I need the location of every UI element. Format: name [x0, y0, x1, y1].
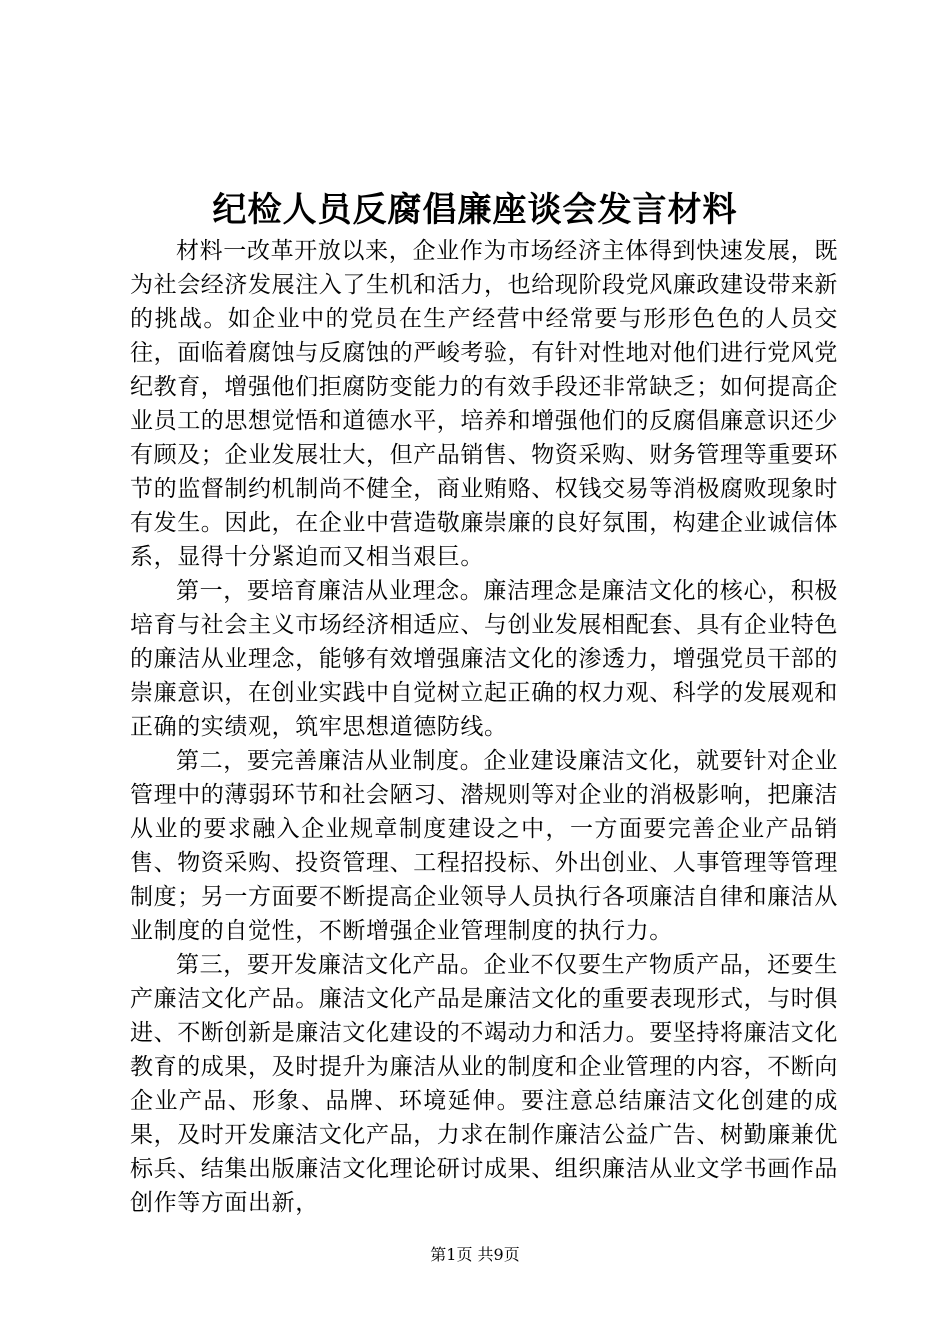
document-body: [130, 234, 838, 1220]
paragraph-third-point: 第三，要开发廉洁文化产品。企业不仅要生产物质产品，还要生产廉洁文化产品。廉洁文化产品是廉洁文化的重要表现形式，与时俱进、不断创新是廉洁文化建设的不竭动力和活力。要坚持将廉洁文化教育的成果，及时提升为廉洁从业的制度和企业管理的内容，不断向企业产品、形象、品牌、环境延伸。要注意总结廉洁文化创建的成果，及时开发廉洁文化产品，力求在制作廉洁公益广告、树勤廉兼优标兵、结集出版廉洁文化理论研讨成果、组织廉洁从业文学书画作品创作等方面出新，: [130, 952, 838, 1216]
document-title: 纪检人员反腐倡廉座谈会发言材料: [212, 190, 738, 230]
page-number-label: 第1页 共9页: [430, 1245, 520, 1264]
paragraph-intro: 材料一改革开放以来，企业作为市场经济主体得到快速发展，既为社会经济发展注入了生机和活力，也给现阶段党风廉政建设带来新的挑战。如企业中的党员在生产经营中经常要与形形色色的人员交往，面临着腐蚀与反腐蚀的严峻考验，有针对性地对他们进行党风党纪教育，增强他们拒腐防变能力的有效手段还非常缺乏；如何提高企业员工的思想觉悟和道德水平，培养和增强他们的反腐倡廉意识还少有顾及；企业发展壮大，但产品销售、物资采购、财务管理等重要环节的监督制约机制尚不健全，商业贿赂、权钱交易等消极腐败现象时有发生。因此，在企业中营造敬廉崇廉的良好氛围，构建企业诚信体系，显得十分紧迫而又相当艰巨。: [130, 238, 838, 570]
paragraph-second-point: 第二，要完善廉洁从业制度。企业建设廉洁文化，就要针对企业管理中的薄弱环节和社会陋习、潜规则等对企业的消极影响，把廉洁从业的要求融入企业规章制度建设之中，一方面要完善企业产品销售、物资采购、投资管理、工程招投标、外出创业、人事管理等管理制度；另一方面要不断提高企业领导人员执行各项廉洁自律和廉洁从业制度的自觉性，不断增强企业管理制度的执行力。: [130, 748, 838, 944]
paragraph-first-point: 第一，要培育廉洁从业理念。廉洁理念是廉洁文化的核心，积极培育与社会主义市场经济相适应、与创业发展相配套、具有企业特色的廉洁从业理念，能够有效增强廉洁文化的渗透力，增强党员干部的崇廉意识，在创业实践中自觉树立起正确的权力观、科学的发展观和正确的实绩观，筑牢思想道德防线。: [130, 578, 838, 740]
page-footer: [0, 1244, 950, 1266]
